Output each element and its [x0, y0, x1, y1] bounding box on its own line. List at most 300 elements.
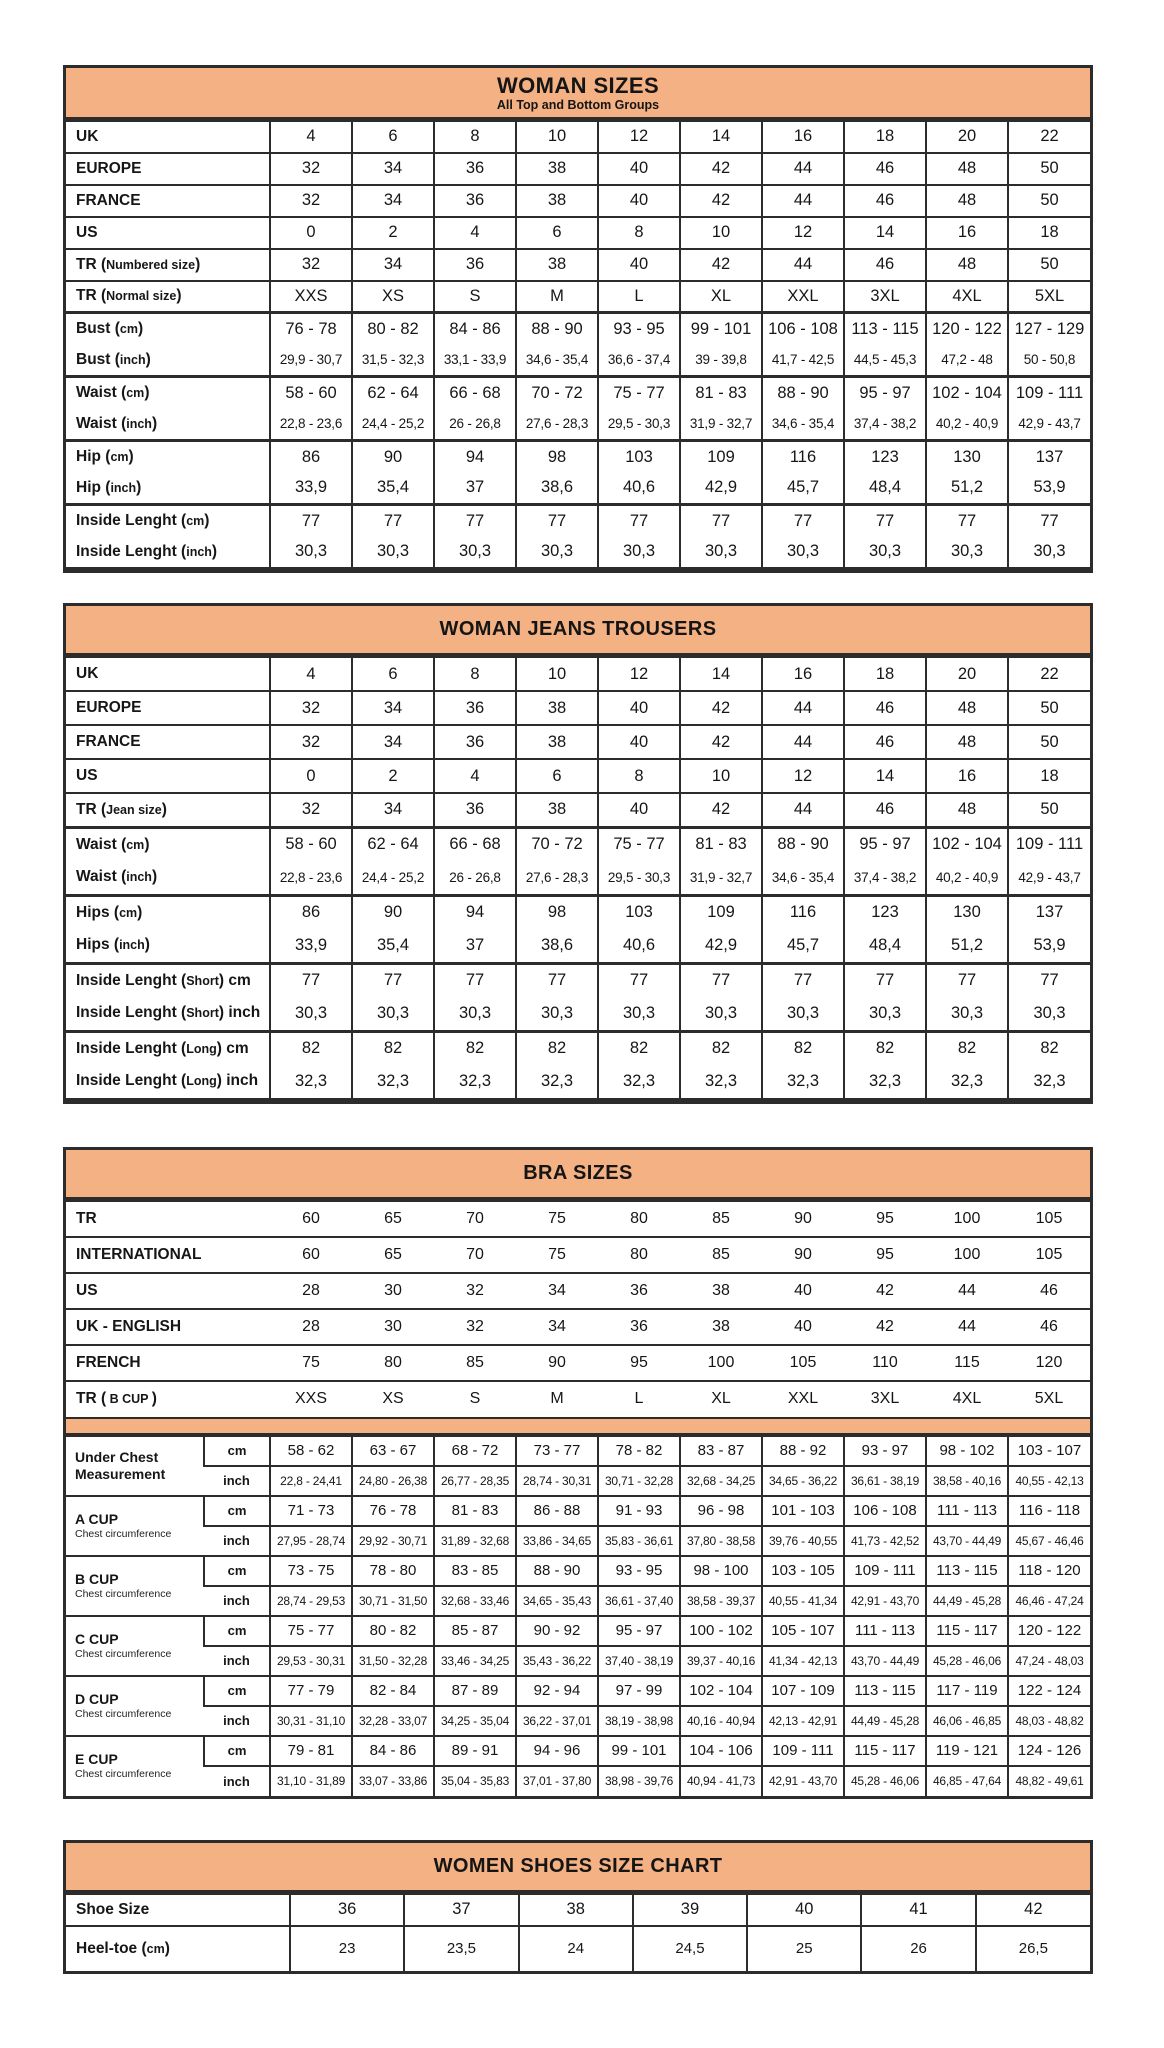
- value-cell: 24,5: [633, 1926, 747, 1971]
- value-cell: 34: [352, 793, 434, 827]
- value-cell: 10: [680, 759, 762, 793]
- label-detail: cm: [126, 837, 145, 852]
- value-cell: 32: [270, 185, 352, 217]
- value-cell: 30,3: [516, 997, 598, 1031]
- value-cell: 77: [1008, 505, 1090, 537]
- value-cell: 16: [762, 121, 844, 153]
- value-cell: 44: [958, 1281, 976, 1299]
- value-cell: 83 - 87: [680, 1436, 762, 1466]
- value-cell: 34: [548, 1317, 566, 1335]
- unit-label: cm: [204, 1616, 270, 1646]
- row-label: US: [76, 767, 98, 785]
- value-cell: 60: [302, 1209, 320, 1227]
- value-cell: 77: [352, 963, 434, 997]
- value-cell: 118 - 120: [1008, 1556, 1090, 1586]
- value-cell: 36,61 - 37,40: [598, 1586, 680, 1616]
- value-cell: 34: [352, 691, 434, 725]
- row-label: Waist (cm): [76, 384, 150, 402]
- woman-sizes-header: [66, 68, 1090, 120]
- value-cell: 70: [466, 1209, 484, 1227]
- value-cell: 116: [762, 441, 844, 473]
- table-row: [66, 1586, 1090, 1616]
- value-cell: 71 - 73: [270, 1496, 352, 1526]
- value-cell: 90: [548, 1353, 566, 1371]
- value-cell: 32: [270, 725, 352, 759]
- table-subtitle: All Top and Bottom Groups: [496, 98, 660, 113]
- value-cell: 78 - 80: [352, 1556, 434, 1586]
- bra-cup-measurements-grid: [66, 1435, 1090, 1796]
- value-cell: 98 - 102: [926, 1436, 1008, 1466]
- value-cell: 90: [794, 1209, 812, 1227]
- value-cell: 42: [876, 1281, 894, 1299]
- row-label: [66, 1496, 204, 1556]
- value-cell: 77: [844, 505, 926, 537]
- value-cell: 113 - 115: [844, 1676, 926, 1706]
- table-row: [66, 153, 1090, 185]
- value-cell: 42,91 - 43,70: [844, 1586, 926, 1616]
- value-cell: 37,4 - 38,2: [844, 409, 926, 441]
- value-cell: 14: [844, 217, 926, 249]
- value-cell: 82: [270, 1031, 352, 1065]
- label-detail: Short: [186, 973, 219, 988]
- value-cell: 32,3: [352, 1065, 434, 1099]
- value-cell: 30,3: [680, 537, 762, 569]
- value-cell: 98: [516, 895, 598, 929]
- value-cell: 38,58 - 40,16: [926, 1466, 1008, 1496]
- value-cell: 46,46 - 47,24: [1008, 1586, 1090, 1616]
- row-group: [66, 963, 1090, 1031]
- cup-group: [66, 1676, 1090, 1736]
- value-cell: 36,6 - 37,4: [598, 345, 680, 377]
- unit-label: inch: [204, 1526, 270, 1556]
- value-cell: 100: [953, 1209, 981, 1227]
- table-title: WOMAN JEANS TROUSERS: [439, 618, 717, 641]
- value-cell: 82: [762, 1031, 844, 1065]
- value-cell: 77: [352, 505, 434, 537]
- value-cell: 30,3: [926, 997, 1008, 1031]
- value-cell: 35,4: [352, 929, 434, 963]
- value-cell: 116 - 118: [1008, 1496, 1090, 1526]
- value-cell: 103 - 105: [762, 1556, 844, 1586]
- value-cell: 137: [1008, 895, 1090, 929]
- value-cell: 44: [762, 793, 844, 827]
- value-cell: 40,16 - 40,94: [680, 1706, 762, 1736]
- value-cell: 105: [1035, 1209, 1063, 1227]
- label-detail: inch: [119, 352, 146, 367]
- value-cell: 40: [747, 1894, 861, 1926]
- row-label: Heel-toe (cm): [76, 1939, 170, 1957]
- row-label: [66, 1556, 204, 1616]
- value-cell: 44,49 - 45,28: [926, 1586, 1008, 1616]
- value-cell: 24: [519, 1926, 633, 1971]
- table-row: [66, 997, 1090, 1031]
- jeans-grid: [66, 656, 1090, 1101]
- value-cell: 38: [516, 725, 598, 759]
- value-cell: 34,6 - 35,4: [762, 861, 844, 895]
- value-cell: 36: [434, 153, 516, 185]
- value-cell: 32,3: [270, 1065, 352, 1099]
- row-label: TR (Numbered size): [76, 255, 201, 273]
- value-cell: 107 - 109: [762, 1676, 844, 1706]
- table-row: [66, 185, 1090, 217]
- value-cell: 44: [762, 249, 844, 281]
- table-row: [66, 1309, 1090, 1345]
- value-cell: 102 - 104: [926, 827, 1008, 861]
- value-cell: 30: [384, 1281, 402, 1299]
- value-cell: 2: [352, 759, 434, 793]
- value-cell: M: [516, 281, 598, 313]
- value-cell: 92 - 94: [516, 1676, 598, 1706]
- value-cell: 127 - 129: [1008, 313, 1090, 345]
- value-cell: 109 - 111: [1008, 827, 1090, 861]
- row-label: Inside Lenght (Long) inch: [76, 1072, 259, 1090]
- value-cell: 42: [680, 725, 762, 759]
- row-label: Waist (inch): [76, 868, 158, 886]
- table-row: [66, 759, 1090, 793]
- value-cell: 42,91 - 43,70: [762, 1766, 844, 1796]
- value-cell: 29,9 - 30,7: [270, 345, 352, 377]
- table-row: [66, 1381, 1090, 1417]
- value-cell: 75: [302, 1353, 320, 1371]
- table-row: [66, 1556, 1090, 1586]
- value-cell: 36,61 - 38,19: [844, 1466, 926, 1496]
- value-cell: 22,8 - 23,6: [270, 861, 352, 895]
- value-cell: 28,74 - 29,53: [270, 1586, 352, 1616]
- value-cell: 26 - 26,8: [434, 409, 516, 441]
- row-group: [66, 313, 1090, 377]
- value-cell: S: [469, 1390, 481, 1408]
- value-cell: 34,25 - 35,04: [434, 1706, 516, 1736]
- value-cell: 100: [953, 1245, 981, 1263]
- row-label: FRANCE: [76, 733, 141, 751]
- table-row: [66, 313, 1090, 345]
- label-detail: cm: [146, 1941, 165, 1956]
- value-cell: 95: [630, 1353, 648, 1371]
- row-group: [66, 249, 1090, 281]
- value-cell: 99 - 101: [598, 1736, 680, 1766]
- value-cell: 18: [1008, 759, 1090, 793]
- value-cell: 10: [680, 217, 762, 249]
- value-cell: 26: [861, 1926, 975, 1971]
- value-cell: 80: [630, 1209, 648, 1227]
- value-cell: 40,94 - 41,73: [680, 1766, 762, 1796]
- table-row: [66, 861, 1090, 895]
- value-cell: 81 - 83: [680, 377, 762, 409]
- value-cell: 30,3: [352, 537, 434, 569]
- row-label: TR (Normal size): [76, 287, 182, 305]
- row-label: [66, 1736, 204, 1796]
- value-cell: 93 - 95: [598, 1556, 680, 1586]
- value-cell: 48: [926, 185, 1008, 217]
- value-cell: 32,68 - 33,46: [434, 1586, 516, 1616]
- value-cell: 51,2: [926, 473, 1008, 505]
- table-row: [66, 217, 1090, 249]
- cup-name: D CUP: [75, 1690, 119, 1707]
- cup-name: Under Chest Measurement: [75, 1448, 166, 1482]
- value-cell: 85: [712, 1245, 730, 1263]
- cup-subtitle: Chest circumference: [75, 1527, 172, 1540]
- value-cell: 44: [762, 153, 844, 185]
- table-row: [66, 725, 1090, 759]
- value-cell: 97 - 99: [598, 1676, 680, 1706]
- value-cell: 115: [954, 1353, 980, 1371]
- value-cell: 44: [762, 185, 844, 217]
- size-grid: [66, 656, 1090, 1101]
- value-cell: 6: [352, 121, 434, 153]
- value-cell: 37,80 - 38,58: [680, 1526, 762, 1556]
- value-cell: 6: [352, 657, 434, 691]
- label-detail: Long: [186, 1074, 217, 1089]
- value-cell: 77: [434, 505, 516, 537]
- value-cell: 95 - 97: [844, 377, 926, 409]
- shoes-grid: [66, 1893, 1090, 1971]
- unit-label: cm: [204, 1736, 270, 1766]
- row-label: INTERNATIONAL: [76, 1245, 202, 1263]
- value-cell: 22,8 - 23,6: [270, 409, 352, 441]
- row-label: Hip (cm): [76, 448, 134, 466]
- value-cell: 46,06 - 46,85: [926, 1706, 1008, 1736]
- row-group: [66, 657, 1090, 691]
- value-cell: 47,2 - 48: [926, 345, 1008, 377]
- value-cell: 3XL: [844, 281, 926, 313]
- table-row: [66, 409, 1090, 441]
- value-cell: 27,6 - 28,3: [516, 861, 598, 895]
- value-cell: 35,43 - 36,22: [516, 1646, 598, 1676]
- value-cell: 115 - 117: [844, 1736, 926, 1766]
- value-cell: 66 - 68: [434, 827, 516, 861]
- row-label: Bust (cm): [76, 320, 144, 338]
- value-cell: 105: [789, 1353, 817, 1371]
- value-cell: 44,49 - 45,28: [844, 1706, 926, 1736]
- value-cell: 45,28 - 46,06: [926, 1646, 1008, 1676]
- value-cell: 88 - 90: [762, 377, 844, 409]
- value-cell: 27,95 - 28,74: [270, 1526, 352, 1556]
- cup-subtitle: Chest circumference: [75, 1587, 172, 1600]
- value-cell: 99 - 101: [680, 313, 762, 345]
- label-detail: Short: [186, 1006, 219, 1021]
- value-cell: 84 - 86: [434, 313, 516, 345]
- value-cell: XXS: [270, 281, 352, 313]
- value-cell: 82: [598, 1031, 680, 1065]
- value-cell: 88 - 90: [762, 827, 844, 861]
- row-group: [66, 1894, 1090, 1926]
- value-cell: 36: [434, 725, 516, 759]
- value-cell: 95: [876, 1209, 894, 1227]
- value-cell: 47,24 - 48,03: [1008, 1646, 1090, 1676]
- value-cell: 5XL: [1008, 281, 1090, 313]
- value-cell: 48,03 - 48,82: [1008, 1706, 1090, 1736]
- value-cell: 100 - 102: [680, 1616, 762, 1646]
- value-cell: M: [550, 1390, 564, 1408]
- value-cell: 30,3: [844, 997, 926, 1031]
- value-cell: 16: [926, 759, 1008, 793]
- value-cell: 43,70 - 44,49: [926, 1526, 1008, 1556]
- value-cell: 100: [707, 1353, 735, 1371]
- value-cell: 62 - 64: [352, 377, 434, 409]
- value-cell: 35,4: [352, 473, 434, 505]
- value-cell: 88 - 90: [516, 313, 598, 345]
- value-cell: 103 - 107: [1008, 1436, 1090, 1466]
- table-row: [66, 249, 1090, 281]
- row-group: [66, 1309, 1090, 1345]
- label-detail: Numbered size: [106, 257, 196, 272]
- value-cell: 44: [762, 725, 844, 759]
- value-cell: 50: [1008, 185, 1090, 217]
- value-cell: 30,3: [352, 997, 434, 1031]
- cup-subtitle: Chest circumference: [75, 1768, 172, 1781]
- value-cell: 4: [434, 217, 516, 249]
- cup-name: B CUP: [75, 1570, 119, 1587]
- value-cell: 40,6: [598, 473, 680, 505]
- value-cell: 95 - 97: [844, 827, 926, 861]
- value-cell: 40: [598, 185, 680, 217]
- value-cell: 83 - 85: [434, 1556, 516, 1586]
- label-detail: B CUP: [106, 1392, 152, 1407]
- value-cell: 38,6: [516, 929, 598, 963]
- woman-sizes-table: [63, 65, 1093, 573]
- row-label: EUROPE: [76, 699, 142, 717]
- value-cell: 36: [434, 793, 516, 827]
- table-row: [66, 793, 1090, 827]
- value-cell: 34,65 - 35,43: [516, 1586, 598, 1616]
- row-label: [66, 1436, 204, 1496]
- unit-label: inch: [204, 1766, 270, 1796]
- value-cell: 24,80 - 26,38: [352, 1466, 434, 1496]
- value-cell: 8: [434, 657, 516, 691]
- value-cell: 46: [1040, 1281, 1058, 1299]
- value-cell: 32,3: [844, 1065, 926, 1099]
- value-cell: 48,4: [844, 929, 926, 963]
- value-cell: 44: [762, 691, 844, 725]
- value-cell: 31,10 - 31,89: [270, 1766, 352, 1796]
- value-cell: 84 - 86: [352, 1736, 434, 1766]
- value-cell: 120 - 122: [1008, 1616, 1090, 1646]
- value-cell: 111 - 113: [844, 1616, 926, 1646]
- value-cell: 40,55 - 42,13: [1008, 1466, 1090, 1496]
- row-label: Hips (inch): [76, 936, 150, 954]
- cup-subtitle: Chest circumference: [75, 1647, 172, 1660]
- value-cell: 29,53 - 30,31: [270, 1646, 352, 1676]
- value-cell: 40: [598, 691, 680, 725]
- value-cell: 110: [872, 1353, 898, 1371]
- table-row: [66, 1345, 1090, 1381]
- value-cell: 122 - 124: [1008, 1676, 1090, 1706]
- table-row: [66, 345, 1090, 377]
- value-cell: 48: [926, 725, 1008, 759]
- value-cell: 75: [548, 1245, 566, 1263]
- value-cell: 81 - 83: [680, 827, 762, 861]
- value-cell: 30: [384, 1317, 402, 1335]
- value-cell: 109: [680, 895, 762, 929]
- value-cell: 32: [270, 793, 352, 827]
- value-cell: 33,86 - 34,65: [516, 1526, 598, 1556]
- label-detail: cm: [186, 514, 205, 529]
- value-cell: 22,8 - 24,41: [270, 1466, 352, 1496]
- value-cell: 70 - 72: [516, 827, 598, 861]
- label-detail: Jean size: [106, 802, 162, 817]
- value-cell: 18: [844, 121, 926, 153]
- value-cell: 46: [844, 249, 926, 281]
- label-detail: cm: [110, 450, 129, 465]
- value-cell: 80 - 82: [352, 313, 434, 345]
- value-cell: 30,3: [1008, 997, 1090, 1031]
- value-cell: 30,71 - 31,50: [352, 1586, 434, 1616]
- value-cell: 32,3: [516, 1065, 598, 1099]
- row-group: [66, 217, 1090, 249]
- value-cell: 36: [290, 1894, 404, 1926]
- value-cell: 18: [844, 657, 926, 691]
- value-cell: 48,82 - 49,61: [1008, 1766, 1090, 1796]
- value-cell: 40,2 - 40,9: [926, 409, 1008, 441]
- table-row: [66, 1436, 1090, 1466]
- value-cell: 45,28 - 46,06: [844, 1766, 926, 1796]
- value-cell: 23: [290, 1926, 404, 1971]
- cup-measure-grid: [66, 1435, 1090, 1796]
- value-cell: 46: [844, 153, 926, 185]
- value-cell: 77: [844, 963, 926, 997]
- value-cell: 88 - 90: [516, 1556, 598, 1586]
- row-label: Inside Lenght (cm): [76, 512, 210, 530]
- value-cell: 42,9 - 43,7: [1008, 409, 1090, 441]
- value-cell: 50: [1008, 249, 1090, 281]
- value-cell: 40: [598, 249, 680, 281]
- table-row: [66, 1201, 1090, 1237]
- value-cell: 116: [762, 895, 844, 929]
- value-cell: 8: [598, 217, 680, 249]
- value-cell: 32,3: [926, 1065, 1008, 1099]
- value-cell: S: [434, 281, 516, 313]
- row-label: EUROPE: [76, 159, 142, 177]
- value-cell: 39,76 - 40,55: [762, 1526, 844, 1556]
- value-cell: 4: [434, 759, 516, 793]
- value-cell: 38: [516, 185, 598, 217]
- value-cell: 90: [352, 895, 434, 929]
- value-cell: 32,3: [434, 1065, 516, 1099]
- table-row: [66, 1676, 1090, 1706]
- table-row: [66, 1273, 1090, 1309]
- value-cell: 82: [926, 1031, 1008, 1065]
- jeans-header: [66, 606, 1090, 656]
- table-row: [66, 1926, 1090, 1971]
- value-cell: 102 - 104: [680, 1676, 762, 1706]
- value-cell: 32,3: [762, 1065, 844, 1099]
- value-cell: 27,6 - 28,3: [516, 409, 598, 441]
- row-group: [66, 725, 1090, 759]
- table-row: [66, 1736, 1090, 1766]
- row-group: [66, 121, 1090, 153]
- row-label: Bust (inch): [76, 350, 151, 368]
- cup-group: [66, 1556, 1090, 1616]
- jeans-trousers-table: [63, 603, 1093, 1104]
- size-grid: [66, 1200, 1090, 1417]
- value-cell: 77: [680, 505, 762, 537]
- value-cell: 36,22 - 37,01: [516, 1706, 598, 1736]
- value-cell: 75 - 77: [270, 1616, 352, 1646]
- value-cell: L: [598, 281, 680, 313]
- value-cell: 35,04 - 35,83: [434, 1766, 516, 1796]
- value-cell: 38: [516, 153, 598, 185]
- bra-band-sizes-grid: [66, 1200, 1090, 1417]
- value-cell: 44: [958, 1317, 976, 1335]
- value-cell: 20: [926, 121, 1008, 153]
- value-cell: 80: [630, 1245, 648, 1263]
- value-cell: 34,65 - 36,22: [762, 1466, 844, 1496]
- value-cell: 105: [1035, 1245, 1063, 1263]
- row-group: [66, 1273, 1090, 1309]
- value-cell: 46: [844, 185, 926, 217]
- value-cell: 32,68 - 34,25: [680, 1466, 762, 1496]
- table-title: WOMAN SIZES: [496, 73, 660, 98]
